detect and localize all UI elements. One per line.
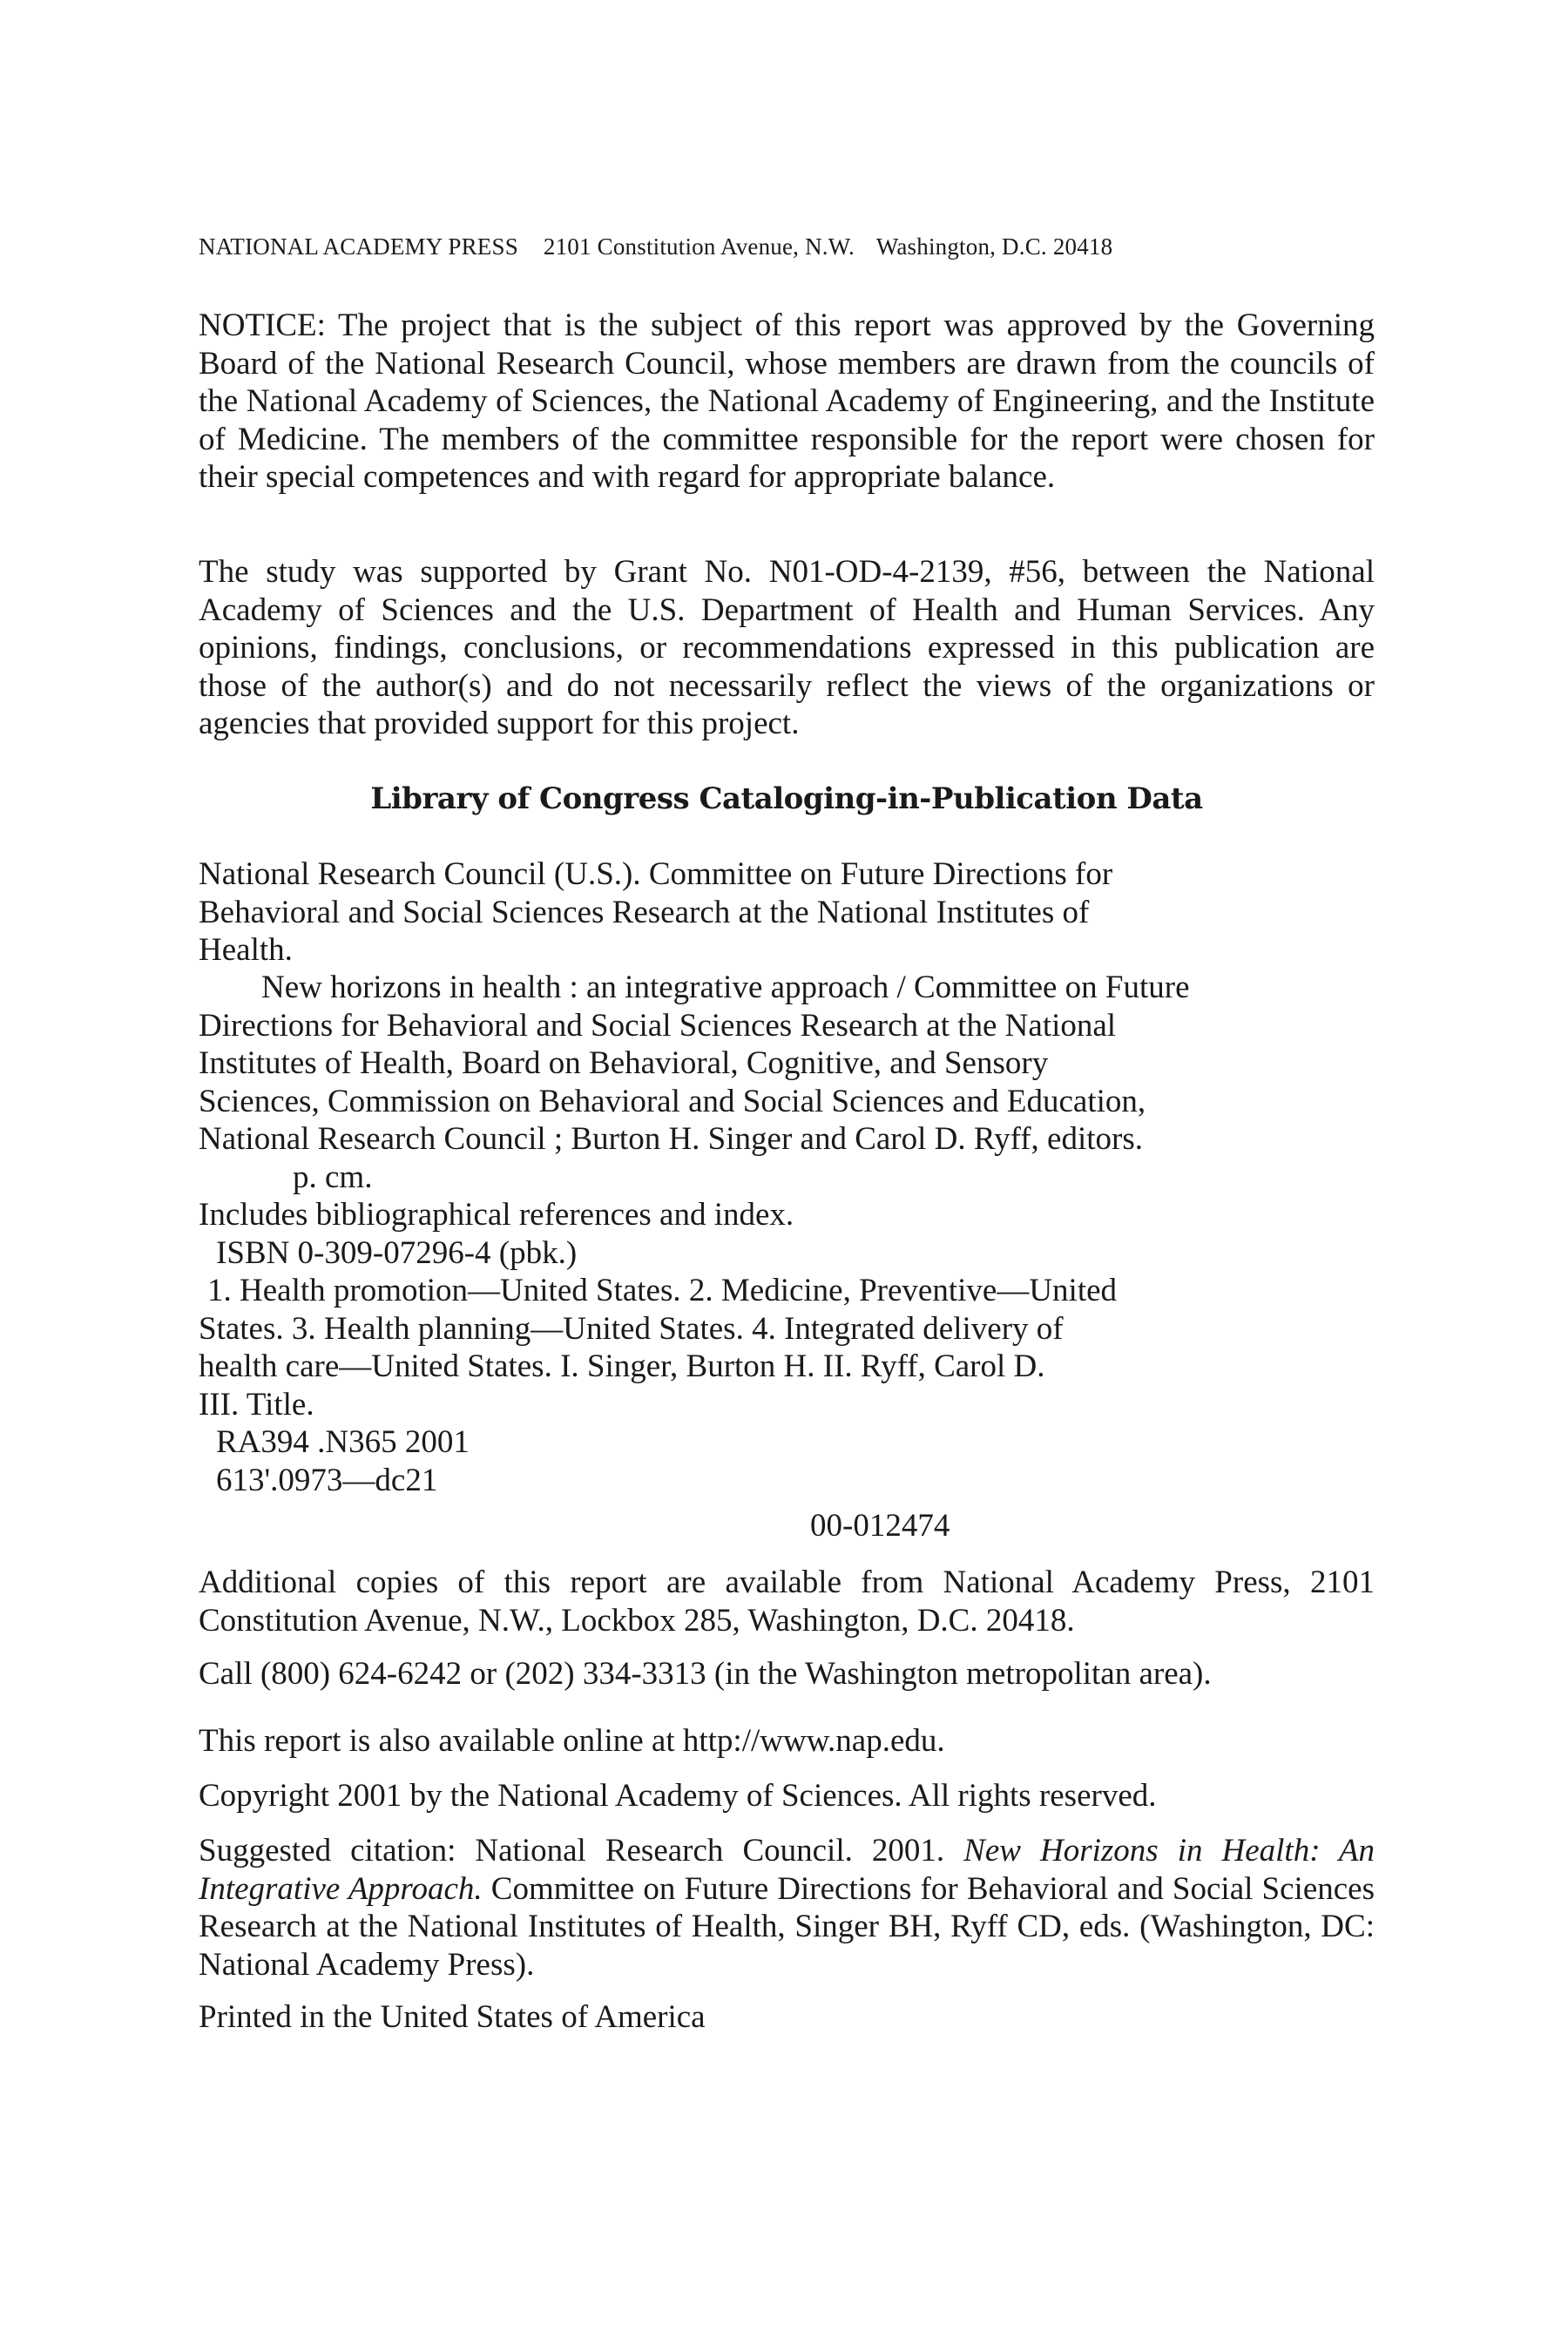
cip-isbn: ISBN 0-309-07296-4 (pbk.)	[216, 1234, 578, 1271]
cip-dewey: 613'.0973—dc21	[216, 1462, 438, 1498]
cip-line: Behavioral and Social Sciences Research at the National Institutes of	[199, 894, 1090, 930]
citation-prefix: Suggested citation: National Research Council. 2001.	[199, 1833, 945, 1869]
citation-suffix: Committee on Future Directions for Behavioral and Social Sciences Research at the National Institutes of Health, Singer BH, Ryff CD, eds. (Washington, DC: National Academy Press).	[199, 1870, 1375, 1983]
cip-line: health care—United States. I. Singer, Burton H. II. Ryff, Carol D.	[199, 1348, 1045, 1384]
cip-line: Directions for Behavioral and Social Sciences Research at the National	[199, 1007, 1117, 1044]
publisher-address: 2101 Constitution Avenue, N.W.	[543, 233, 855, 260]
cip-title-entry	[199, 969, 1296, 1499]
online-paragraph: This report is also available online at http://www.nap.edu.	[199, 1723, 945, 1759]
cip-line: National Research Council (U.S.). Committee on Future Directions for	[199, 856, 1113, 892]
cip-pagination: p. cm.	[293, 1159, 373, 1195]
copyright-paragraph: Copyright 2001 by the National Academy of Sciences. All rights reserved.	[199, 1778, 1157, 1814]
cip-line: III. Title.	[199, 1386, 314, 1423]
phone-paragraph: Call (800) 624-6242 or (202) 334-3313 (in the Washington metropolitan area).	[199, 1656, 1212, 1692]
publisher-name: NATIONAL ACADEMY PRESS	[199, 233, 518, 260]
cip-line: 1. Health promotion—United States. 2. Medicine, Preventive—United	[207, 1273, 1118, 1308]
cip-line: New horizons in health : an integrative approach / Committee on Future	[261, 970, 1190, 1005]
cip-lccn: 00-012474	[810, 1508, 950, 1544]
cip-note: Includes bibliographical references and index.	[199, 1197, 794, 1233]
publisher-city: Washington, D.C. 20418	[875, 233, 1113, 260]
cip-author-entry	[199, 855, 1296, 970]
cip-call-number: RA394 .N365 2001	[216, 1424, 470, 1460]
cip-line: Institutes of Health, Board on Behavioral, Cognitive, and Sensory	[199, 1045, 1049, 1081]
cip-line: States. 3. Health planning—United States. 4. Integrated delivery of	[199, 1310, 1064, 1347]
support-paragraph: The study was supported by Grant No. N01-OD-4-2139, #56, between the National Academy of Sciences and the U.S. Department of Health and Human Services. Any opinions, findings, conclusions, or recommendations expressed in this publication are those of the author(s) and do not necessarily reflect the views of the organizations or agencies that provided support for this project.	[199, 554, 1375, 741]
citation-title: New Horizons in Health: An Integrative Approach.	[199, 1833, 1375, 1907]
citation-paragraph	[199, 1832, 1375, 1984]
additional-copies-paragraph: Additional copies of this report are available from National Academy Press, 2101 Constitution Avenue, N.W., Lockbox 285, Washington, D.C. 20418.	[199, 1565, 1375, 1639]
copyright-page	[199, 0, 1375, 2352]
cip-line: National Research Council ; Burton H. Singer and Carol D. Ryff, editors.	[199, 1121, 1144, 1157]
cip-line: Sciences, Commission on Behavioral and Social Sciences and Education,	[199, 1083, 1146, 1119]
cip-heading: Library of Congress Cataloging-in-Publication Data	[370, 781, 1203, 816]
publisher-header	[199, 233, 1375, 260]
cip-line: Health.	[199, 932, 293, 968]
printed-paragraph: Printed in the United States of America	[199, 1999, 706, 2035]
notice-paragraph: NOTICE: The project that is the subject of this report was approved by the Governing Board of the National Research Council, whose members are drawn from the councils of the National Academy of Sciences, the National Academy of Engineering, and the Institute of Medicine. The members of the committee responsible for the report were chosen for their special competences and with regard for appropriate balance.	[199, 308, 1375, 495]
